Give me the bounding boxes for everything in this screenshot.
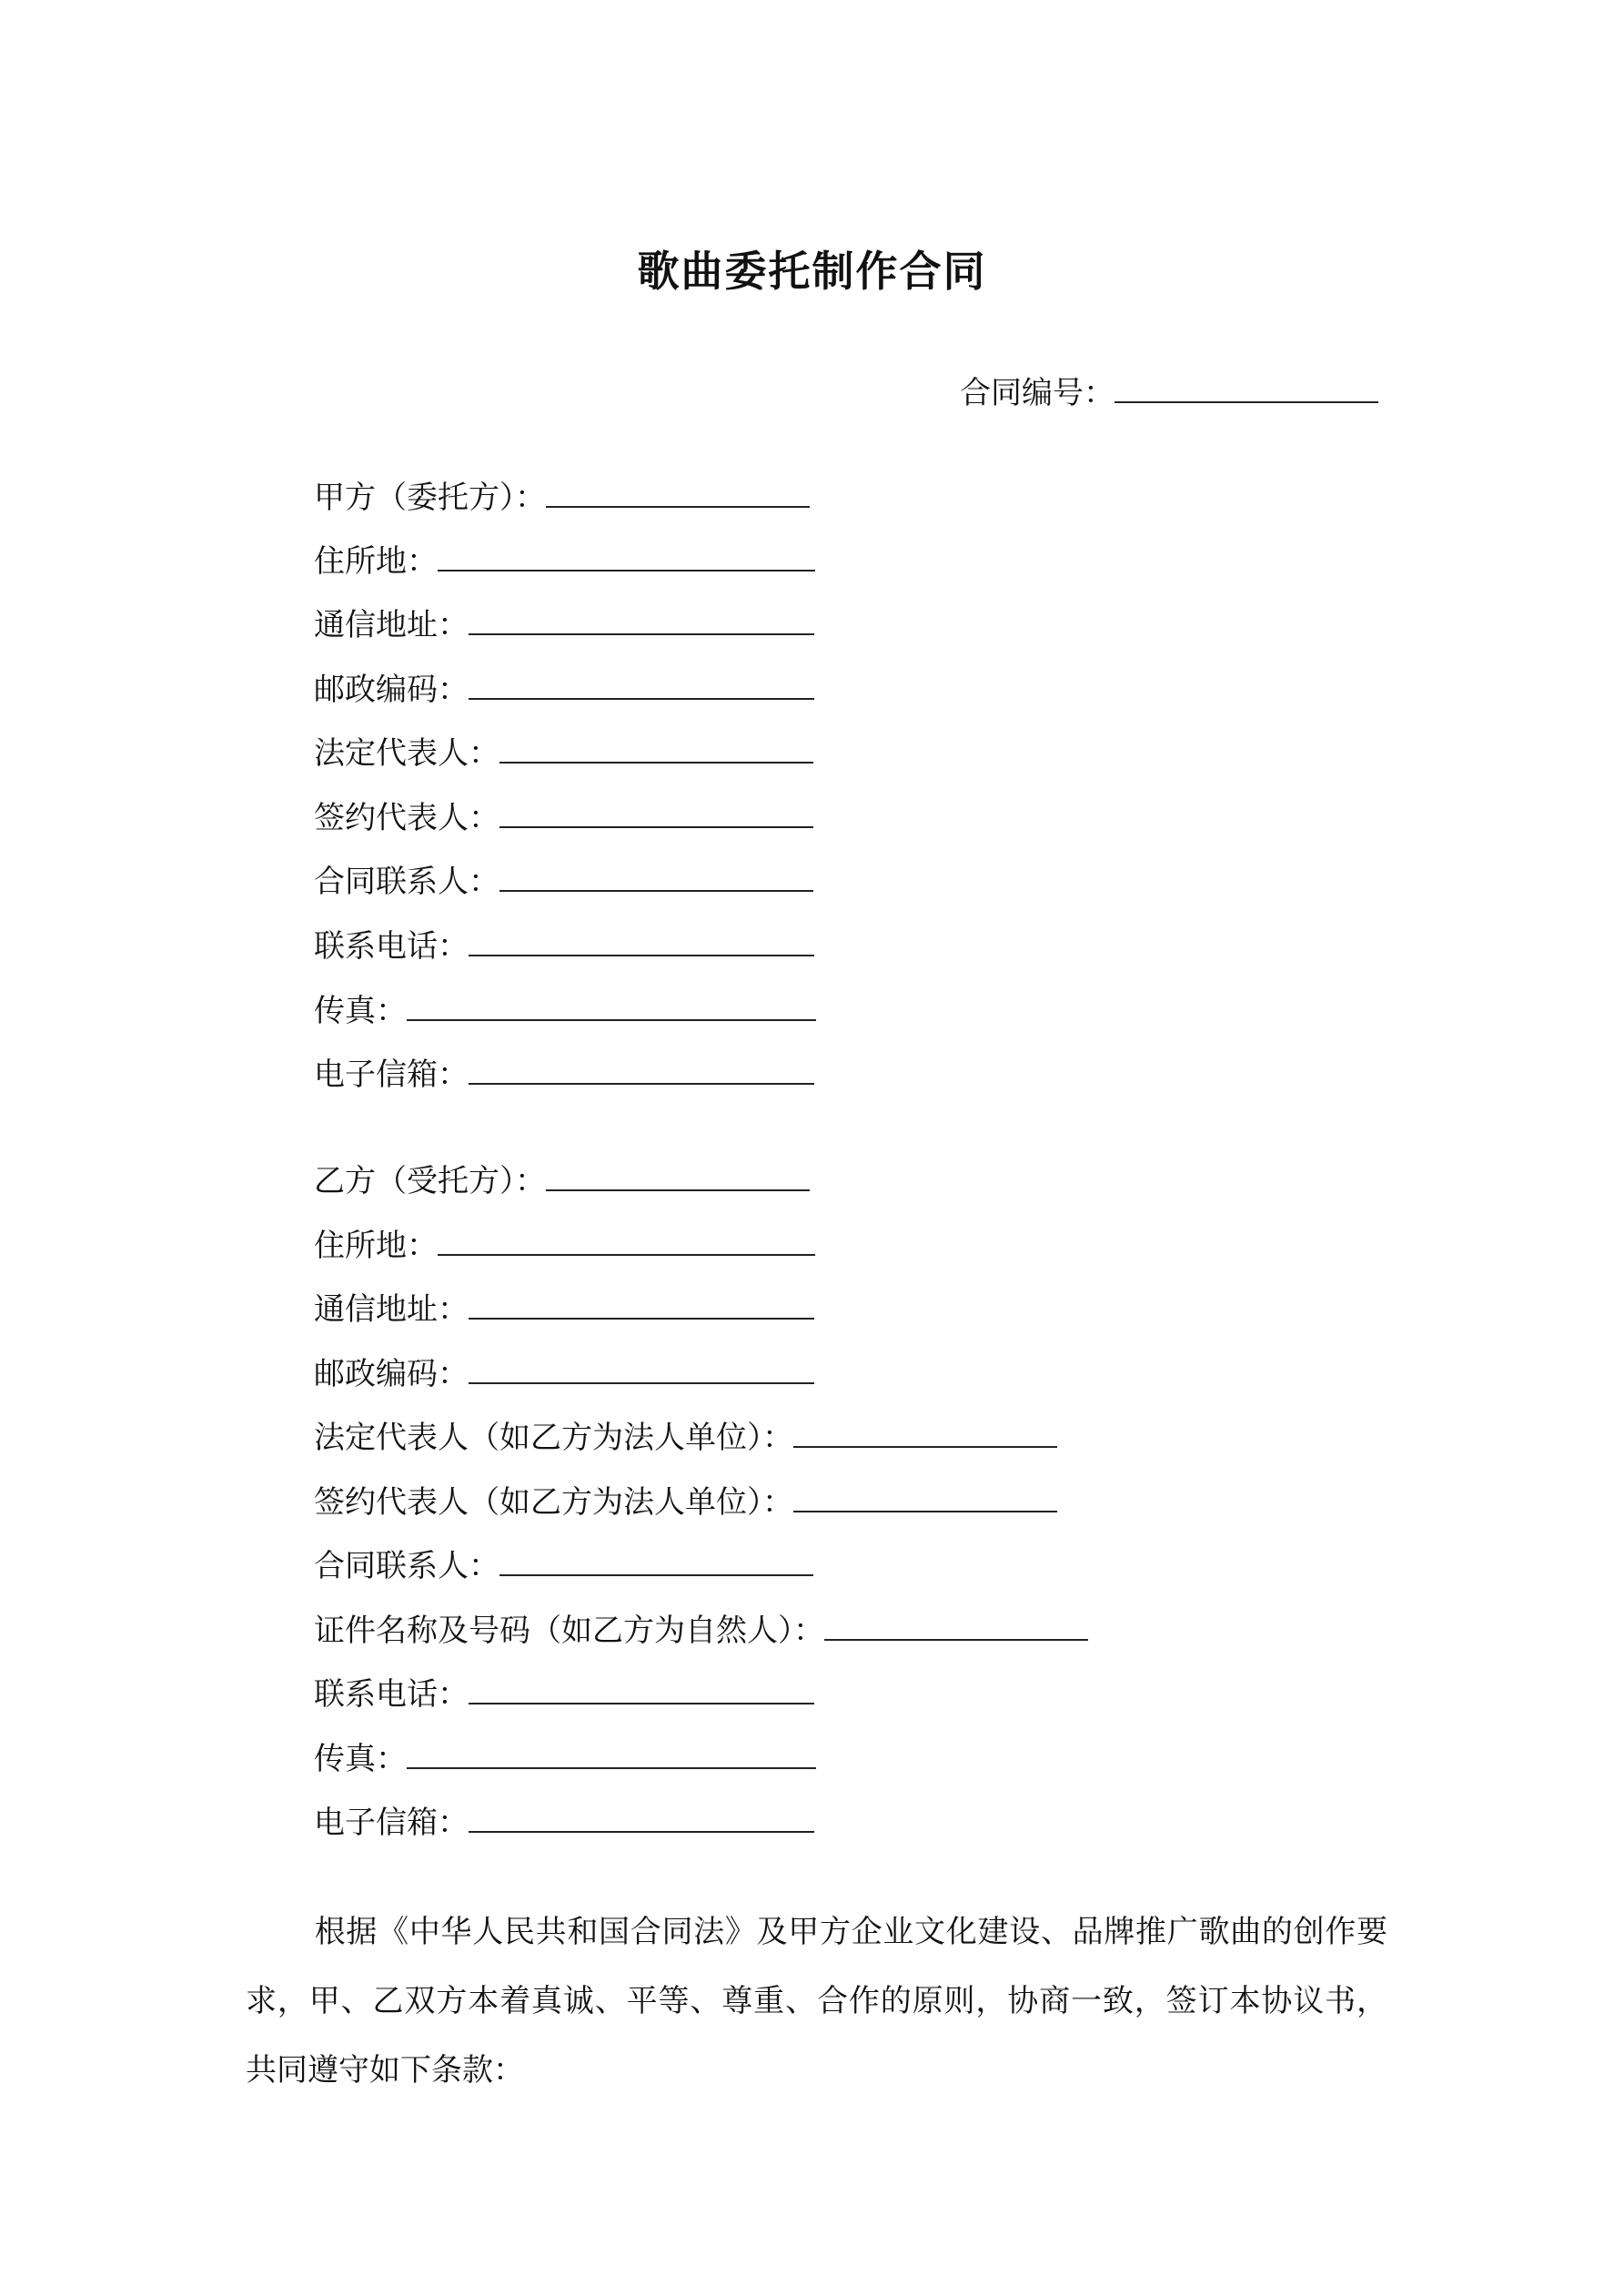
fill-blank [469,1290,814,1320]
field-label: 联系电话： [314,928,469,965]
contract-number-line [960,371,1378,415]
party-b-field [314,1224,815,1268]
field-label: 通信地址： [314,607,469,643]
field-label: 邮政编码： [314,672,469,708]
party-b-field [314,1288,814,1331]
field-label: 传真： [314,993,407,1029]
party-a-field [314,732,813,775]
party-b-field [314,1673,814,1716]
field-label: 邮政编码： [314,1356,469,1392]
fill-blank [469,606,814,635]
contract-number-blank [1115,374,1378,403]
party-a-field [314,668,814,712]
party-b-field [314,1737,816,1781]
party-b-field [314,1801,814,1845]
fill-blank [499,799,813,828]
field-label: 甲方（委托方）： [314,480,546,516]
party-b-field [314,1544,813,1588]
field-label: 证件名称及号码（如乙方为自然人）： [314,1613,824,1649]
contract-number-label: 合同编号： [960,375,1115,411]
party-b-field [314,1416,1057,1460]
field-label: 乙方（受托方）： [314,1163,546,1199]
field-label: 联系电话： [314,1676,469,1713]
fill-blank [438,1227,815,1256]
fill-blank [469,1056,814,1085]
intro-paragraph [246,1897,1387,2105]
field-label: 传真： [314,1741,407,1777]
field-label: 签约代表人（如乙方为法人单位）： [314,1484,793,1521]
fill-blank [793,1483,1057,1512]
fill-blank [499,863,813,892]
party-a-field [314,476,810,520]
intro-text: 根据《中华人民共和国合同法》及甲方企业文化建设、品牌推广歌曲的创作要求，甲、乙双方本着真诚、平等、尊重、合作的原则，协商一致，签订本协议书，共同遵守如下条款： [246,1914,1387,2089]
fill-blank [824,1612,1088,1641]
fill-blank [469,671,814,700]
party-a-field [314,540,815,583]
field-label: 电子信箱： [314,1805,469,1841]
field-label: 住所地： [314,543,438,580]
party-a-field [314,989,816,1033]
fill-blank [407,1740,816,1769]
field-label: 法定代表人（如乙方为法人单位）： [314,1420,793,1456]
fill-blank [499,1547,813,1576]
field-label: 住所地： [314,1228,438,1264]
fill-blank [469,1675,814,1704]
field-label: 合同联系人： [314,864,499,900]
document-title: 歌曲委托制作合同 [637,247,987,296]
field-label: 签约代表人： [314,800,499,836]
fill-blank [499,734,813,764]
party-b-field [314,1481,1057,1524]
party-b-field [314,1609,1088,1653]
party-a-field [314,796,813,840]
field-label: 合同联系人： [314,1548,499,1584]
party-b-field [314,1159,810,1203]
party-a-field [314,1053,814,1097]
party-b-field [314,1352,814,1396]
field-label: 通信地址： [314,1291,469,1328]
fill-blank [469,1355,814,1384]
fill-blank [793,1419,1057,1448]
fill-blank [469,1804,814,1833]
fill-blank [546,1162,810,1191]
fill-blank [407,992,816,1021]
field-label: 法定代表人： [314,735,499,772]
fill-blank [438,542,815,571]
fill-blank [469,927,814,956]
party-a-field [314,925,814,968]
party-a-field [314,603,814,647]
field-label: 电子信箱： [314,1057,469,1093]
fill-blank [546,479,810,508]
party-a-field [314,860,813,904]
